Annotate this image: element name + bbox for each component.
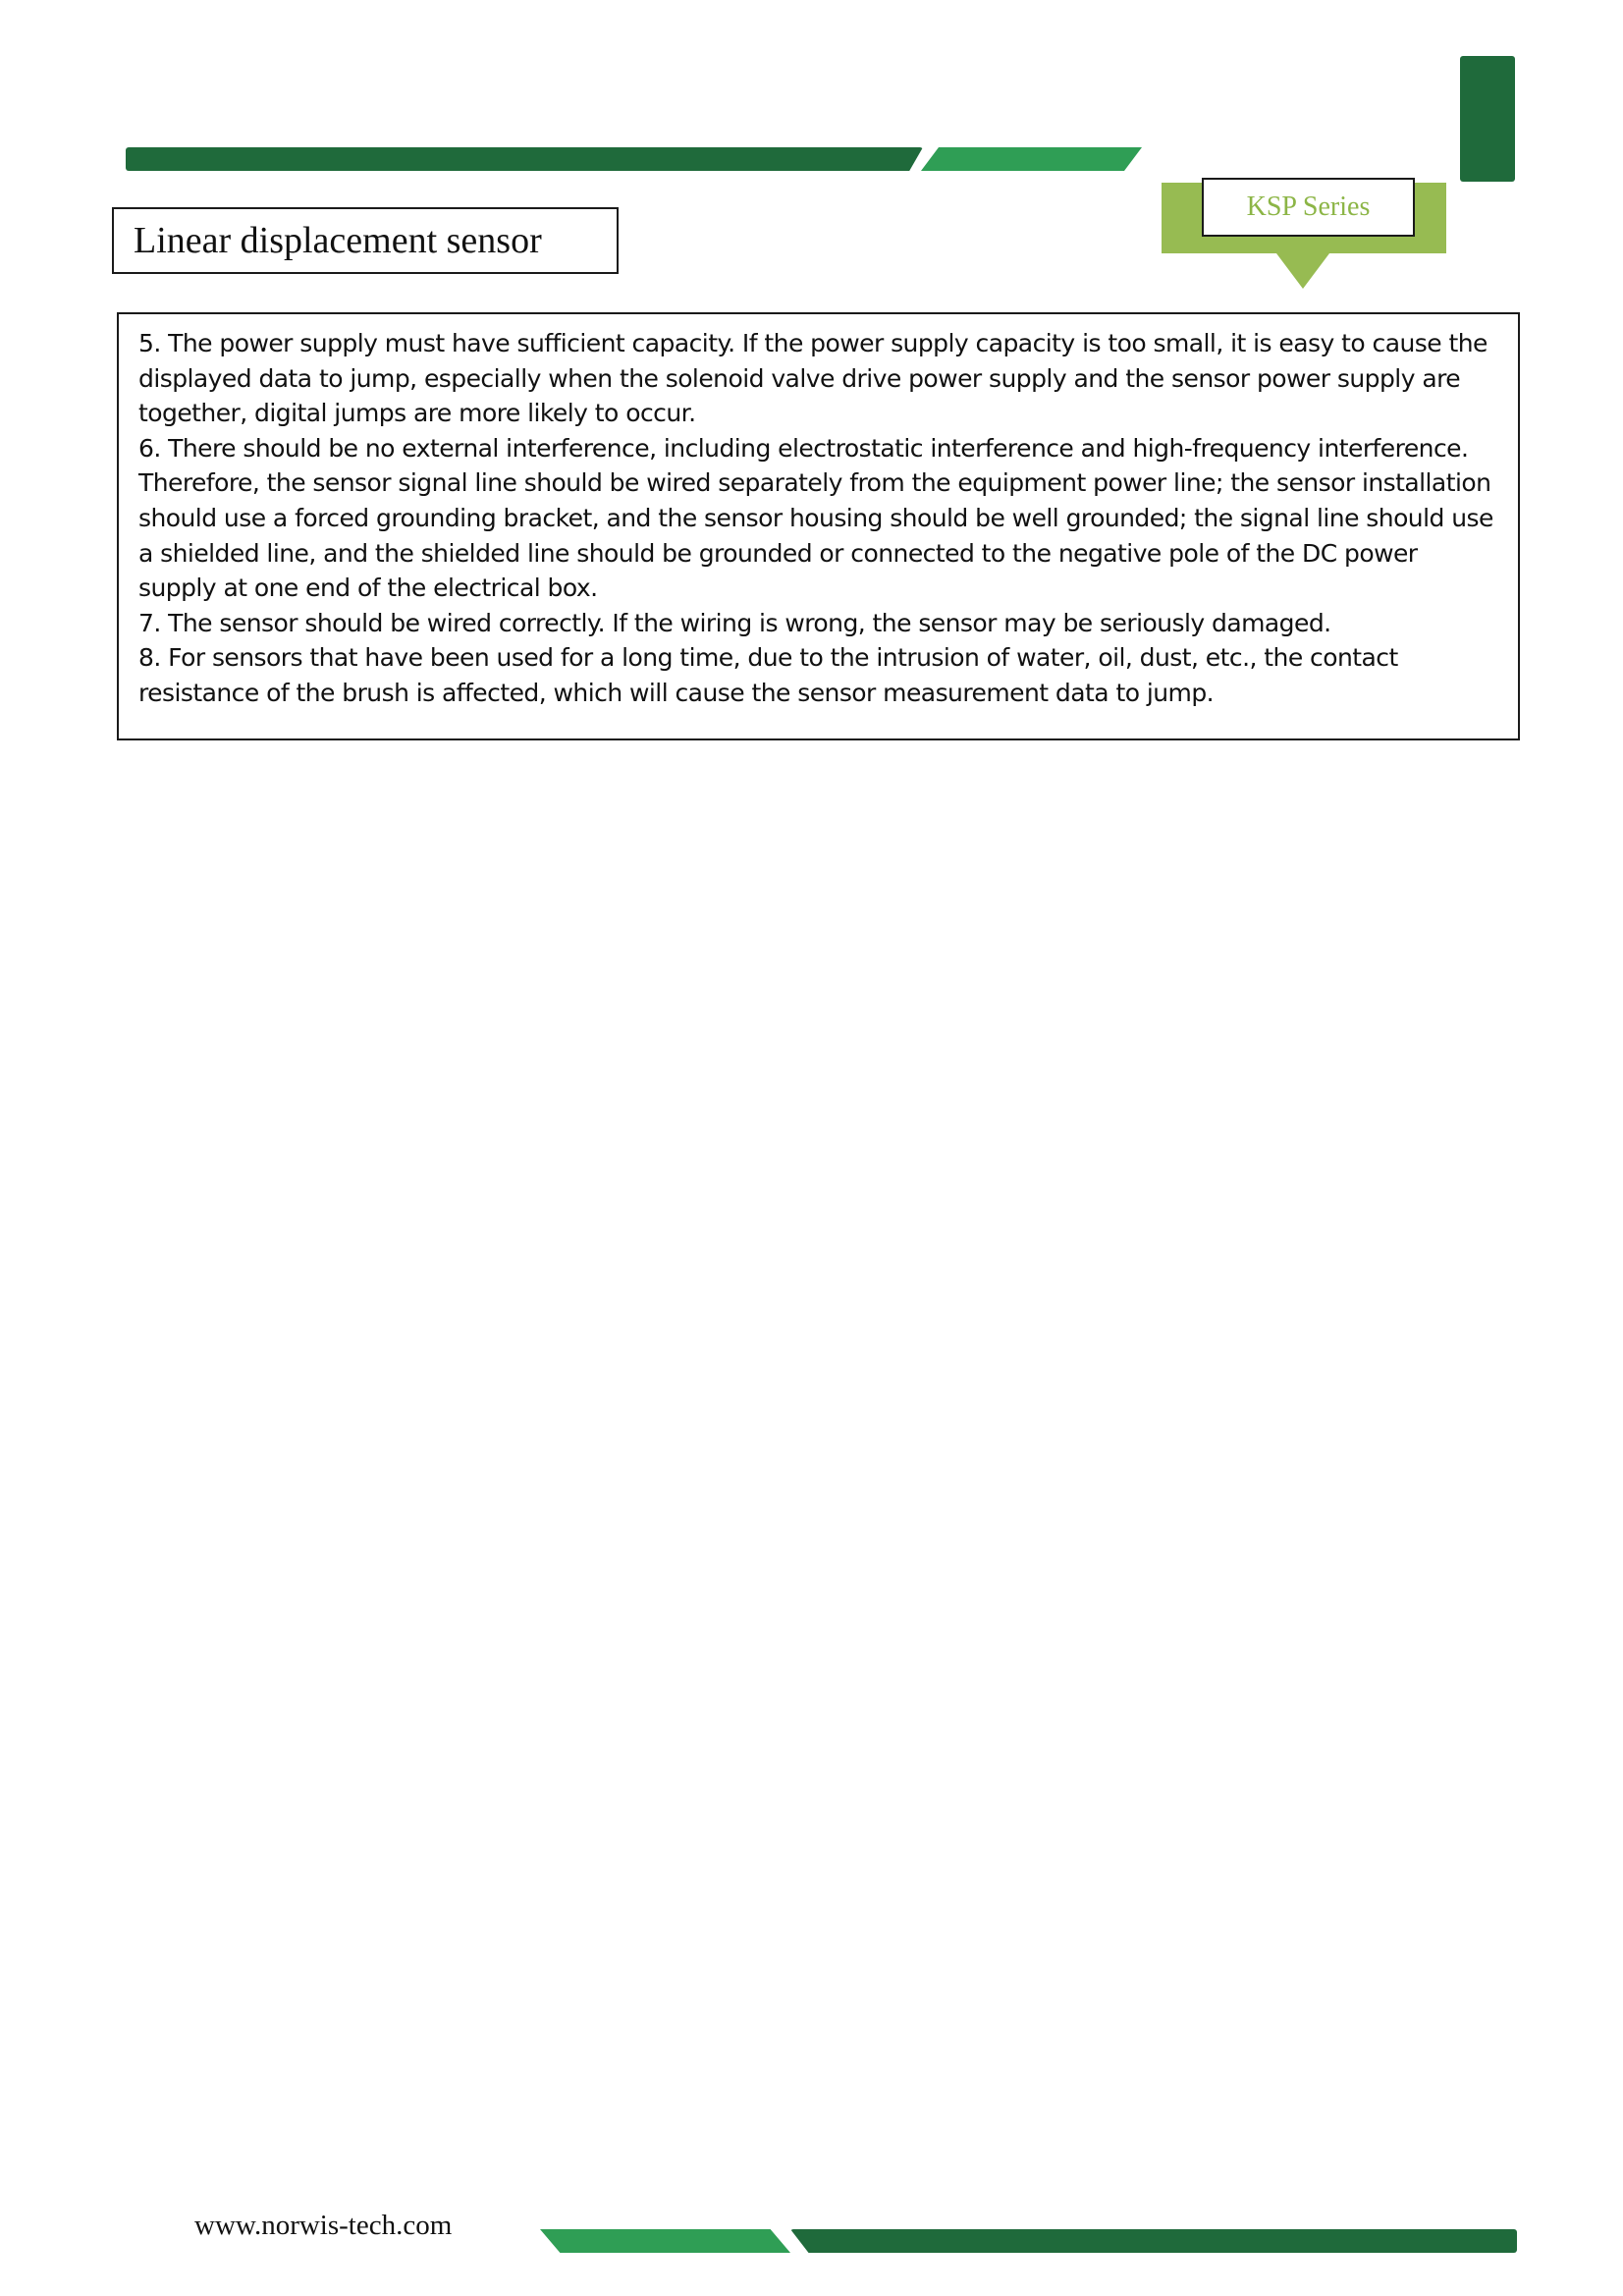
paragraph-item-8: 8. For sensors that have been used for a long time, due to the intrusion of water, oil, dust, etc., the contact resistance of the brush is affected, which will cause the sensor measurement data to jump. [138, 643, 1398, 707]
header-decoration-dark-bar [126, 147, 923, 171]
page-title: Linear displacement sensor [112, 207, 619, 274]
paragraph-item-7: 7. The sensor should be wired correctly. If the wiring is wrong, the sensor may be seriously damaged. [138, 608, 1331, 637]
footer-website-url: www.norwis-tech.com [194, 2210, 453, 2241]
paragraph-item-6: 6. There should be no external interference, including electrostatic interference and high-frequency interference. Therefore, the sensor signal line should be wired separately from the equipment power line; the sensor installation should use a forced grounding bracket, and the sensor housing should be well grounded; the signal line should use a shielded line, and the shielded line should be grounded or connected to the negative pole of the DC power supply at one end of the electrical box. [138, 433, 1493, 603]
series-arrow-icon [1276, 253, 1329, 289]
footer-decoration-light-bar [540, 2229, 790, 2253]
page-side-tab [1460, 56, 1515, 182]
series-label: KSP Series [1202, 178, 1415, 237]
content-box [117, 312, 1520, 740]
footer-decoration-dark-bar [790, 2229, 1517, 2253]
header-decoration-light-bar [921, 147, 1142, 171]
paragraph-item-5: 5. The power supply must have sufficient capacity. If the power supply capacity is too small, it is easy to cause the displayed data to jump, especially when the solenoid valve drive power supply and the sensor power supply are together, digital jumps are more likely to occur. [138, 329, 1488, 428]
